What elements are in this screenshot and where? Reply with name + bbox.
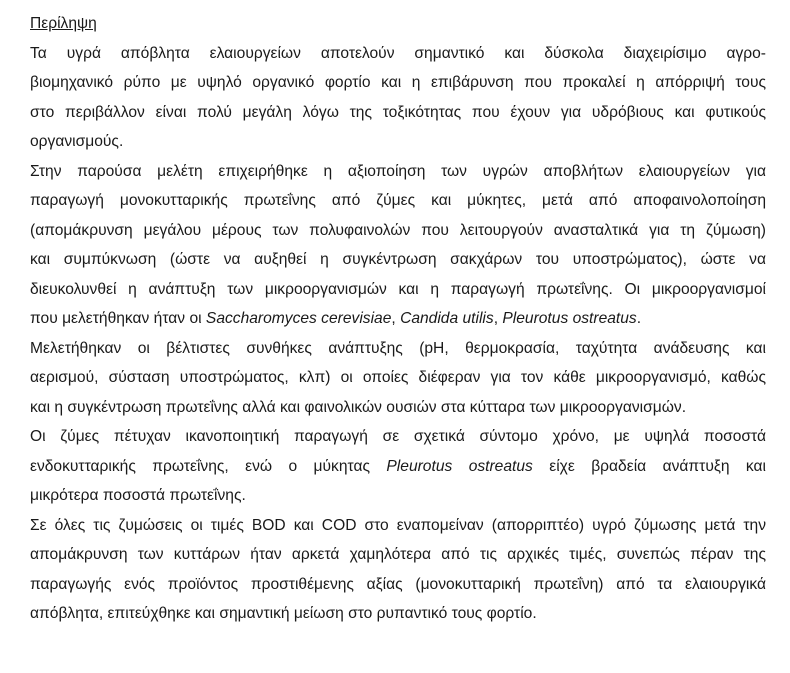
organism-name: Saccharomyces cerevisiae (205, 310, 392, 327)
paragraph-1 (30, 39, 766, 157)
text-line-organism (30, 452, 766, 482)
text-line: απόβλητα, επιτεύχθηκε και σημαντική μείωση στο ρυπαντικό τους φορτίο. (30, 605, 537, 622)
text-line: απομάκρυνση των κυττάρων ήταν αρκετά χαμηλότερα από τις αρχικές τιμές, συνεπώς πέραν της (30, 546, 766, 563)
text-line: Οι ζύμες πέτυχαν ικανοποιητική παραγωγή σε σχετικά σύντομο χρόνο, με υψηλά ποσοστά (30, 428, 766, 445)
abstract-heading: Περίληψη (30, 15, 97, 32)
text-line: στο περιβάλλον είναι πολύ μεγάλη λόγω της τοξικότητας που έχουν για υδρόβιους και φυτικούς (30, 103, 766, 121)
paragraph-2 (30, 157, 766, 334)
text-line: οργανισμούς. (30, 133, 124, 150)
organism-name: Candida utilis (400, 310, 494, 327)
organism-name: Pleurotus ostreatus (386, 457, 533, 475)
text-line: διευκολυνθεί η ανάπτυξη των μικροοργανισμών και η παραγωγή πρωτεΐνης. Οι μικροοργανισμοί (30, 280, 766, 298)
line-suffix: είχε βραδεία ανάπτυξη και (532, 457, 766, 475)
text-line-organisms: που μελετήθηκαν ήταν οι Saccharomyces cerevisiae, Candida utilis, Pleurotus ostreatus. (30, 310, 642, 327)
text-line: και η συγκέντρωση πρωτεΐνης αλλά και φαινολικών ουσιών στα κύτταρα των μικροοργανισμών. (30, 398, 687, 416)
paragraph-3 (30, 334, 766, 423)
organism-name: Pleurotus ostreatus (502, 310, 637, 327)
text-line: Σε όλες τις ζυμώσεις οι τιμές BOD και COD στο εναπομείναν (απορριπτέο) υγρό ζύμωσης μετά την (30, 516, 766, 534)
organisms-prefix: που μελετήθηκαν ήταν οι (30, 310, 206, 327)
text-line: παραγωγής ενός προϊόντος προστιθέμενης αξίας (μονοκυτταρική πρωτεΐνη) από τα ελαιουργικά (30, 575, 766, 593)
text-line: αερισμού, σύσταση υποστρώματος, κλπ) οι οποίες διέφεραν για τον κάθε μικροοργανισμό, καθώς (30, 369, 766, 386)
paragraph-5 (30, 511, 766, 629)
text-line: μικρότερα ποσοστά πρωτεΐνης. (30, 487, 246, 504)
text-line: (απομάκρυνση μεγάλου μέρους των πολυφαινολών που λειτουργούν ανασταλτικά για τη ζύμωση) (30, 221, 766, 239)
text-line: Τα υγρά απόβλητα ελαιουργείων αποτελούν σημαντικό και δύσκολα διαχειρίσιμο αγρο- (30, 44, 766, 62)
organisms-suffix: . (636, 310, 642, 327)
paragraph-4 (30, 422, 766, 511)
text-line: παραγωγή μονοκυτταρικής πρωτεΐνης από ζύμες και μύκητες, μετά από αποφαινολοποίηση (30, 192, 766, 209)
text-line: και συμπύκνωση (ώστε να αυξηθεί η συγκέντρωση σακχάρων του υποστρώματος), ώστε να (30, 251, 766, 268)
text-line: Μελετήθηκαν οι βέλτιστες συνθήκες ανάπτυξης (pH, θερμοκρασία, ταχύτητα ανάδευσης και (30, 339, 766, 357)
text-line: βιομηχανικό ρύπο με υψηλό οργανικό φορτίο και η επιβάρυνση που προκαλεί η απόρριψή τους (30, 74, 766, 91)
line-prefix: ενδοκυτταρικής πρωτεΐνης, ενώ ο μύκητας (30, 457, 387, 475)
text-line: Στην παρούσα μελέτη επιχειρήθηκε η αξιοποίηση των υγρών αποβλήτων ελαιουργείων για (30, 162, 766, 180)
